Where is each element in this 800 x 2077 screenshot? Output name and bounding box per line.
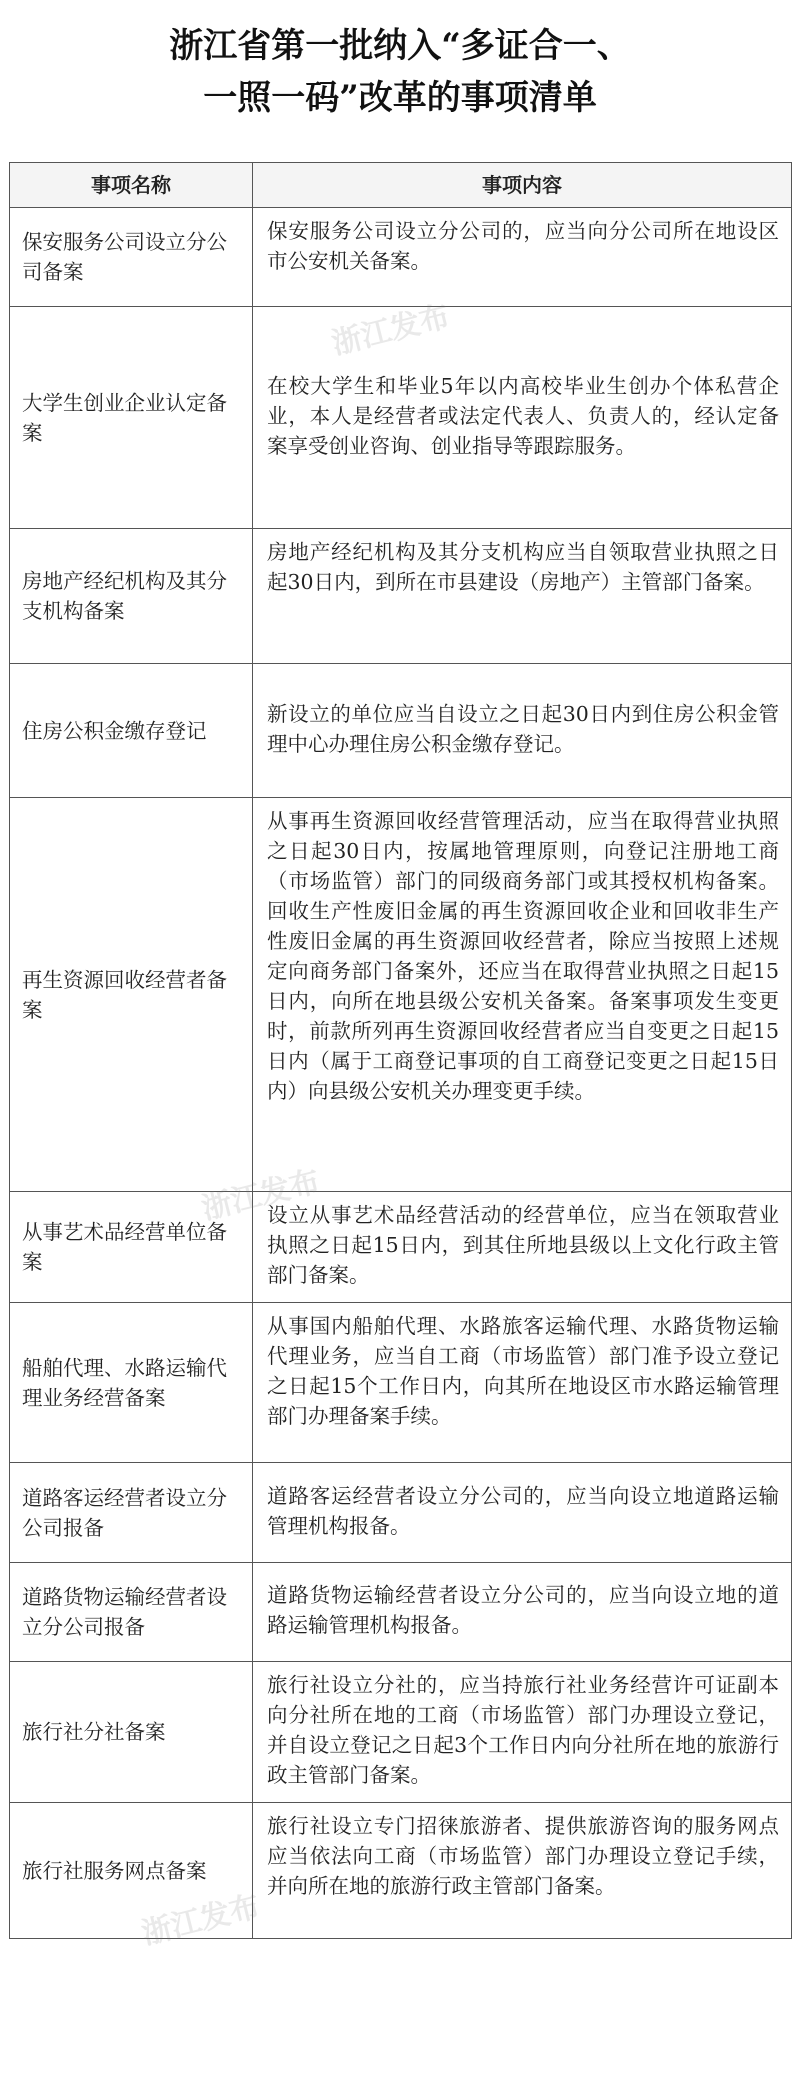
item-content: 道路货物运输经营者设立分公司的，应当向设立地的道路运输管理机构报备。	[253, 1563, 792, 1662]
item-content: 房地产经纪机构及其分支机构应当自领取营业执照之日起30日内，到所在市县建设（房地产）主管部门备案。	[253, 529, 792, 664]
title-line-1: 浙江省第一批纳入“多证合一、	[169, 26, 631, 66]
table-header-row	[10, 163, 792, 208]
table-row	[10, 307, 792, 529]
watermark-text: 浙江发布	[198, 1163, 324, 1227]
watermark-text: 浙江发布	[328, 298, 454, 362]
item-content: 旅行社设立专门招徕旅游者、提供旅游咨询的服务网点应当依法向工商（市场监管）部门办理设立登记手续，并向所在地的旅游行政主管部门备案。	[253, 1803, 792, 1939]
item-name: 道路客运经营者设立分公司报备	[10, 1463, 253, 1563]
item-name: 从事艺术品经营单位备案	[10, 1192, 253, 1303]
item-name: 船舶代理、水路运输代理业务经营备案	[10, 1303, 253, 1463]
header-item-content: 事项内容	[253, 163, 792, 208]
item-content: 道路客运经营者设立分公司的，应当向设立地道路运输管理机构报备。	[253, 1463, 792, 1563]
table-row	[10, 664, 792, 798]
item-name: 旅行社分社备案	[10, 1662, 253, 1803]
item-name: 住房公积金缴存登记	[10, 664, 253, 798]
table-row	[10, 798, 792, 1192]
item-name: 大学生创业企业认定备案	[10, 307, 253, 529]
item-name: 旅行社服务网点备案	[10, 1803, 253, 1939]
item-name: 保安服务公司设立分公司备案	[10, 208, 253, 307]
item-content: 新设立的单位应当自设立之日起30日内到住房公积金管理中心办理住房公积金缴存登记。	[253, 664, 792, 798]
table-row	[10, 1662, 792, 1803]
table-row	[10, 1192, 792, 1303]
table-row	[10, 1303, 792, 1463]
title-line-2: 一照一码”改革的事项清单	[203, 78, 597, 118]
item-content: 设立从事艺术品经营活动的经营单位，应当在领取营业执照之日起15日内，到其住所地县级以上文化行政主管部门备案。	[253, 1192, 792, 1303]
item-content: 保安服务公司设立分公司的，应当向分公司所在地设区市公安机关备案。	[253, 208, 792, 307]
item-name: 房地产经纪机构及其分支机构备案	[10, 529, 253, 664]
watermark-text: 浙江发布	[138, 1888, 264, 1952]
table-row	[10, 208, 792, 307]
table-row	[10, 1563, 792, 1662]
item-content: 在校大学生和毕业5年以内高校毕业生创办个体私营企业，本人是经营者或法定代表人、负责人的，经认定备案享受创业咨询、创业指导等跟踪服务。	[253, 307, 792, 529]
item-content: 从事国内船舶代理、水路旅客运输代理、水路货物运输代理业务，应当自工商（市场监管）部门准予设立登记之日起15个工作日内，向其所在地设区市水路运输管理部门办理备案手续。	[253, 1303, 792, 1463]
table-row	[10, 529, 792, 664]
item-name: 道路货物运输经营者设立分公司报备	[10, 1563, 253, 1662]
table-row	[10, 1463, 792, 1563]
table-row	[10, 1803, 792, 1939]
header-item-name: 事项名称	[10, 163, 253, 208]
page-title	[0, 20, 800, 124]
item-content: 旅行社设立分社的，应当持旅行社业务经营许可证副本向分社所在地的工商（市场监管）部门办理设立登记，并自设立登记之日起3个工作日内向分社所在地的旅游行政主管部门备案。	[253, 1662, 792, 1803]
item-name: 再生资源回收经营者备案	[10, 798, 253, 1192]
item-content: 从事再生资源回收经营管理活动，应当在取得营业执照之日起30日内，按属地管理原则，向登记注册地工商（市场监管）部门的同级商务部门或其授权机构备案。回收生产性废旧金属的再生资源回收企业和回收非生产性废旧金属的再生资源回收经营者，除应当按照上述规定向商务部门备案外，还应当在取得营业执照之日起15日内，向所在地县级公安机关备案。备案事项发生变更时，前款所列再生资源回收经营者应当自变更之日起15日内（属于工商登记事项的自工商登记变更之日起15日内）向县级公安机关办理变更手续。	[253, 798, 792, 1192]
items-table	[9, 162, 792, 1939]
